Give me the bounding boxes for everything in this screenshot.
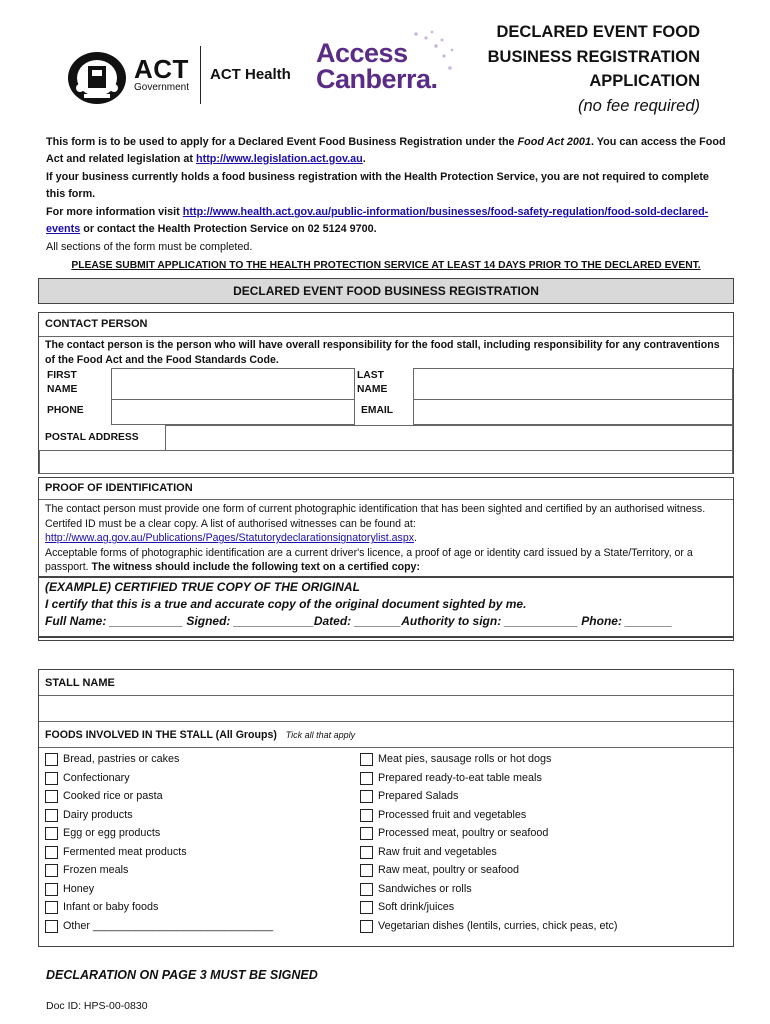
email-label: EMAIL xyxy=(361,405,394,416)
act-government-label: Government xyxy=(134,82,190,93)
postal-address-field-line2[interactable] xyxy=(39,450,733,474)
proof-title: PROOF OF IDENTIFICATION xyxy=(45,482,193,494)
food-option-label: Processed fruit and vegetables xyxy=(378,808,527,821)
checkbox-icon[interactable] xyxy=(360,772,373,785)
checkbox-icon[interactable] xyxy=(360,883,373,896)
example-line-2: I certify that this is a true and accurate copy of the original document sighted by me. xyxy=(45,597,527,611)
act-coat-of-arms-icon xyxy=(66,48,128,106)
phone-field[interactable] xyxy=(111,399,355,425)
food-option-label: Other ______________________________ xyxy=(63,919,274,932)
foods-title-row xyxy=(45,729,355,741)
header-divider xyxy=(200,46,201,104)
intro-p4: All sections of the form must be completed. xyxy=(46,241,253,254)
checkbox-icon[interactable] xyxy=(45,809,58,822)
checkbox-icon[interactable] xyxy=(45,772,58,785)
email-field[interactable] xyxy=(413,399,733,425)
first-name-label: FIRST NAME xyxy=(47,370,78,395)
stall-name-title: STALL NAME xyxy=(45,677,115,689)
canberra-word: Canberra. xyxy=(316,64,438,94)
food-option-label: Confectionary xyxy=(63,771,130,784)
legislation-link[interactable]: http://www.legislation.act.gov.au xyxy=(196,152,363,165)
food-option-label: Infant or baby foods xyxy=(63,901,159,913)
form-title xyxy=(488,20,700,118)
stall-name-field[interactable] xyxy=(39,695,733,722)
food-option-label: Honey xyxy=(63,882,95,895)
title-line-1: DECLARED EVENT FOOD xyxy=(496,23,700,41)
witness-list-link[interactable]: http://www.ag.gov.au/Publications/Pages/Statutorydeclarationsignatorylist.aspx xyxy=(45,532,415,545)
food-option-label: Egg or egg products xyxy=(63,827,161,839)
checkbox-icon[interactable] xyxy=(360,753,373,766)
contact-title: CONTACT PERSON xyxy=(45,318,148,330)
checkbox-icon[interactable] xyxy=(45,920,58,933)
checkbox-icon[interactable] xyxy=(45,753,58,766)
certification-example xyxy=(45,579,731,630)
checkbox-icon[interactable] xyxy=(360,901,373,914)
stall-section xyxy=(38,669,734,947)
last-name-field[interactable] xyxy=(413,368,733,400)
food-option-label: Cooked rice or pasta xyxy=(63,790,163,802)
checkbox-icon[interactable] xyxy=(45,790,58,803)
title-no-fee: (no fee required) xyxy=(578,96,700,115)
checkbox-icon[interactable] xyxy=(45,864,58,877)
checkbox-icon[interactable] xyxy=(360,809,373,822)
checkbox-icon[interactable] xyxy=(45,901,58,914)
food-option-label: Dairy products xyxy=(63,808,133,821)
last-name-label: LAST NAME xyxy=(357,370,388,395)
postal-address-field[interactable] xyxy=(165,425,733,451)
phone-label: PHONE xyxy=(47,405,84,416)
checkbox-icon[interactable] xyxy=(360,864,373,877)
doc-id: Doc ID: HPS-00-0830 xyxy=(46,1000,148,1012)
intro-p2: If your business currently holds a food business registration with the Health Protection Service, you are not required to complete this form. xyxy=(46,171,709,200)
food-option-label: Prepared ready-to-eat table meals xyxy=(378,771,542,784)
intro-p1: This form is to be used to apply for a Declared Event Food Business Registration under the Food Act 2001. You can access the Food Act and related legislation at http://www.legislation.act.gov.au. xyxy=(46,136,726,165)
act-logo-word: ACT xyxy=(134,54,189,84)
food-option-label: Bread, pastries or cakes xyxy=(63,753,180,765)
intro-text xyxy=(46,134,726,276)
example-line-3: Full Name: ___________ Signed: ____________Dated: _______Authority to sign: ___________ Phone: _______ xyxy=(45,614,673,628)
first-name-field[interactable] xyxy=(111,368,355,400)
checkbox-icon[interactable] xyxy=(360,846,373,859)
checkbox-icon[interactable] xyxy=(360,920,373,933)
title-line-2: BUSINESS REGISTRATION xyxy=(487,47,700,66)
food-option-label: Processed meat, poultry or seafood xyxy=(378,827,549,839)
food-option-label: Meat pies, sausage rolls or hot dogs xyxy=(378,753,552,765)
act-health-label: ACT Health xyxy=(210,66,291,83)
contact-description: The contact person is the person who will have overall responsibility for the food stall, including responsibility for any contraventions of the Food Act and the Food Standards Code. xyxy=(45,339,720,366)
food-option-label: Prepared Salads xyxy=(378,790,459,802)
checkbox-icon[interactable] xyxy=(45,883,58,896)
postal-address-label: POSTAL ADDRESS xyxy=(45,432,139,443)
checkbox-icon[interactable] xyxy=(360,790,373,803)
food-option-label: Vegetarian dishes (lentils, curries, chick peas, etc) xyxy=(378,919,618,932)
submission-notice: PLEASE SUBMIT APPLICATION TO THE HEALTH PROTECTION SERVICE AT LEAST 14 DAYS PRIOR TO THE DECLARED EVENT. xyxy=(71,259,701,271)
proof-text-1: The contact person must provide one form of current photographic identification that has been sighted and certified by an authorised witness. Certifed ID must be a clear copy. A list of authorised witnesses can be found at: http://www.ag.gov.au/Publications/Pages/Statutorydeclarationsignatorylist.aspx. Acceptable forms of photographic identification are a current driver's licence, a proof of age or identity card issued by a State/Territory, or a passport. The witness should include the following text on a certified copy: xyxy=(45,503,706,574)
example-line-1: (EXAMPLE) CERTIFIED TRUE COPY OF THE ORIGINAL xyxy=(45,580,360,594)
foods-title: FOODS INVOLVED IN THE STALL (All Groups) xyxy=(45,729,277,741)
checkbox-icon[interactable] xyxy=(360,827,373,840)
access-word: Access xyxy=(316,38,408,68)
main-section-heading: DECLARED EVENT FOOD BUSINESS REGISTRATION xyxy=(38,278,734,304)
declaration-notice: DECLARATION ON PAGE 3 MUST BE SIGNED xyxy=(46,968,318,982)
access-canberra-dots-icon xyxy=(404,26,464,96)
title-line-3: APPLICATION xyxy=(589,72,700,90)
contact-section xyxy=(38,312,734,474)
food-option-label: Raw meat, poultry or seafood xyxy=(378,864,520,876)
intro-p3: For more information visit http://www.health.act.gov.au/public-information/businesses/food-safety-regulation/food-sold-declared-events or contact the Health Protection Service on 02 5124 9700. xyxy=(46,206,709,235)
food-option-label: Sandwiches or rolls xyxy=(378,882,472,895)
page-header xyxy=(0,0,770,130)
proof-section xyxy=(38,477,734,641)
food-option-label: Frozen meals xyxy=(63,864,129,876)
food-option-label: Soft drink/juices xyxy=(378,901,455,913)
foods-hint: Tick all that apply xyxy=(285,730,356,740)
food-option-label: Fermented meat products xyxy=(63,845,187,858)
health-info-link[interactable]: http://www.health.act.gov.au/public-information/businesses/food-safety-regulation/food-sold-declared-events xyxy=(46,206,709,235)
food-option-label: Raw fruit and vegetables xyxy=(378,845,497,858)
checkbox-icon[interactable] xyxy=(45,846,58,859)
checkbox-icon[interactable] xyxy=(45,827,58,840)
